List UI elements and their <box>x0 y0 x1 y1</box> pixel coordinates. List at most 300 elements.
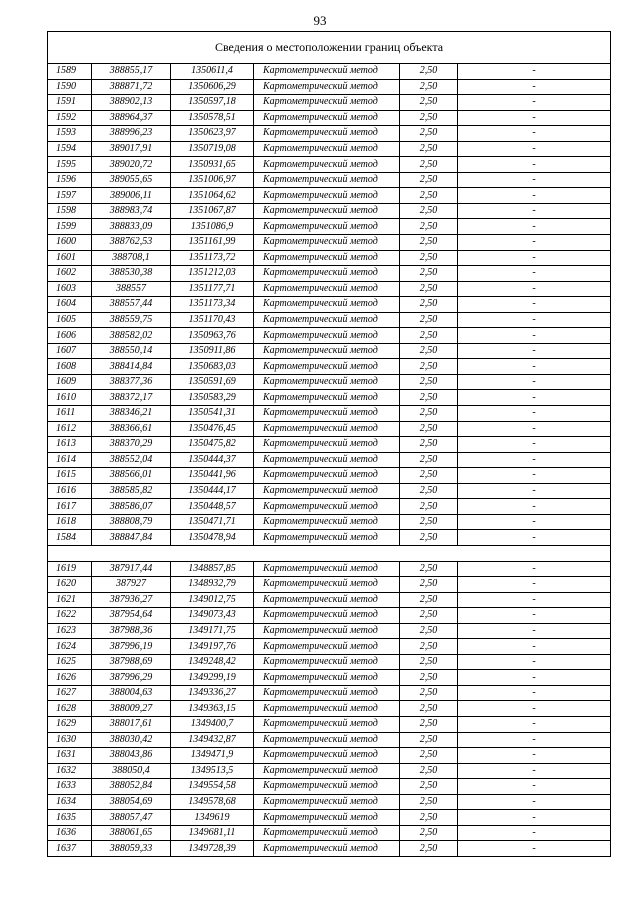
table-row <box>48 499 611 515</box>
point-number: 1630 <box>48 732 92 748</box>
method-cell: Картометрический метод <box>254 483 400 499</box>
table-row <box>48 172 611 188</box>
x-coordinate: 388059,33 <box>92 841 171 857</box>
x-coordinate: 388557,44 <box>92 297 171 313</box>
point-number: 1636 <box>48 825 92 841</box>
point-number: 1595 <box>48 157 92 173</box>
method-cell: Картометрический метод <box>254 203 400 219</box>
method-cell: Картометрический метод <box>254 188 400 204</box>
point-number: 1598 <box>48 203 92 219</box>
accuracy-cell: 2,50 <box>400 654 458 670</box>
x-coordinate: 388052,84 <box>92 779 171 795</box>
y-coordinate: 1349171,75 <box>171 623 254 639</box>
y-coordinate: 1350578,51 <box>171 110 254 126</box>
x-coordinate: 388009,27 <box>92 701 171 717</box>
point-number: 1628 <box>48 701 92 717</box>
note-cell: - <box>458 359 611 375</box>
x-coordinate: 388559,75 <box>92 312 171 328</box>
point-number: 1591 <box>48 95 92 111</box>
note-cell: - <box>458 203 611 219</box>
table-row <box>48 266 611 282</box>
x-coordinate: 388847,84 <box>92 530 171 546</box>
note-cell: - <box>458 157 611 173</box>
point-number: 1602 <box>48 266 92 282</box>
note-cell: - <box>458 685 611 701</box>
point-number: 1599 <box>48 219 92 235</box>
note-cell: - <box>458 716 611 732</box>
x-coordinate: 388996,23 <box>92 126 171 142</box>
method-cell: Картометрический метод <box>254 468 400 484</box>
y-coordinate: 1351161,99 <box>171 235 254 251</box>
method-cell: Картометрический метод <box>254 157 400 173</box>
point-number: 1620 <box>48 577 92 593</box>
note-cell: - <box>458 266 611 282</box>
accuracy-cell: 2,50 <box>400 266 458 282</box>
accuracy-cell: 2,50 <box>400 763 458 779</box>
method-cell: Картометрический метод <box>254 763 400 779</box>
note-cell: - <box>458 64 611 80</box>
accuracy-cell: 2,50 <box>400 421 458 437</box>
note-cell: - <box>458 763 611 779</box>
accuracy-cell: 2,50 <box>400 841 458 857</box>
accuracy-cell: 2,50 <box>400 281 458 297</box>
x-coordinate: 387988,69 <box>92 654 171 670</box>
table-row <box>48 390 611 406</box>
accuracy-cell: 2,50 <box>400 172 458 188</box>
x-coordinate: 388582,02 <box>92 328 171 344</box>
method-cell: Картометрический метод <box>254 499 400 515</box>
table-row <box>48 514 611 530</box>
accuracy-cell: 2,50 <box>400 452 458 468</box>
method-cell: Картометрический метод <box>254 748 400 764</box>
method-cell: Картометрический метод <box>254 406 400 422</box>
point-number: 1622 <box>48 608 92 624</box>
table-row <box>48 468 611 484</box>
method-cell: Картометрический метод <box>254 514 400 530</box>
table-row <box>48 716 611 732</box>
y-coordinate: 1350478,94 <box>171 530 254 546</box>
point-number: 1590 <box>48 79 92 95</box>
note-cell: - <box>458 406 611 422</box>
method-cell: Картометрический метод <box>254 592 400 608</box>
accuracy-cell: 2,50 <box>400 374 458 390</box>
point-number: 1584 <box>48 530 92 546</box>
x-coordinate: 388346,21 <box>92 406 171 422</box>
method-cell: Картометрический метод <box>254 608 400 624</box>
y-coordinate: 1351212,03 <box>171 266 254 282</box>
y-coordinate: 1350591,69 <box>171 374 254 390</box>
x-coordinate: 388557 <box>92 281 171 297</box>
y-coordinate: 1349012,75 <box>171 592 254 608</box>
y-coordinate: 1351170,43 <box>171 312 254 328</box>
note-cell: - <box>458 452 611 468</box>
point-number: 1596 <box>48 172 92 188</box>
accuracy-cell: 2,50 <box>400 561 458 577</box>
table-row <box>48 406 611 422</box>
point-number: 1618 <box>48 514 92 530</box>
note-cell: - <box>458 499 611 515</box>
point-number: 1617 <box>48 499 92 515</box>
y-coordinate: 1349197,76 <box>171 639 254 655</box>
method-cell: Картометрический метод <box>254 390 400 406</box>
point-number: 1593 <box>48 126 92 142</box>
point-number: 1626 <box>48 670 92 686</box>
point-number: 1603 <box>48 281 92 297</box>
x-coordinate: 387996,19 <box>92 639 171 655</box>
y-coordinate: 1349073,43 <box>171 608 254 624</box>
y-coordinate: 1349619 <box>171 810 254 826</box>
x-coordinate: 388414,84 <box>92 359 171 375</box>
note-cell: - <box>458 343 611 359</box>
y-coordinate: 1350623,97 <box>171 126 254 142</box>
y-coordinate: 1351067,87 <box>171 203 254 219</box>
accuracy-cell: 2,50 <box>400 312 458 328</box>
table-row <box>48 577 611 593</box>
x-coordinate: 389055,65 <box>92 172 171 188</box>
method-cell: Картометрический метод <box>254 297 400 313</box>
table-row <box>48 810 611 826</box>
table-row <box>48 748 611 764</box>
table-row <box>48 763 611 779</box>
method-cell: Картометрический метод <box>254 794 400 810</box>
note-cell: - <box>458 514 611 530</box>
note-cell: - <box>458 281 611 297</box>
accuracy-cell: 2,50 <box>400 235 458 251</box>
x-coordinate: 389020,72 <box>92 157 171 173</box>
note-cell: - <box>458 670 611 686</box>
accuracy-cell: 2,50 <box>400 514 458 530</box>
accuracy-cell: 2,50 <box>400 592 458 608</box>
point-number: 1597 <box>48 188 92 204</box>
note-cell: - <box>458 141 611 157</box>
table-row <box>48 188 611 204</box>
table-title: Сведения о местоположении границ объекта <box>48 32 611 64</box>
y-coordinate: 1351177,71 <box>171 281 254 297</box>
table-row <box>48 561 611 577</box>
y-coordinate: 1349728,39 <box>171 841 254 857</box>
accuracy-cell: 2,50 <box>400 483 458 499</box>
y-coordinate: 1350441,96 <box>171 468 254 484</box>
accuracy-cell: 2,50 <box>400 825 458 841</box>
method-cell: Картометрический метод <box>254 561 400 577</box>
y-coordinate: 1350583,29 <box>171 390 254 406</box>
x-coordinate: 388964,37 <box>92 110 171 126</box>
table-row <box>48 437 611 453</box>
x-coordinate: 388370,29 <box>92 437 171 453</box>
accuracy-cell: 2,50 <box>400 203 458 219</box>
point-number: 1633 <box>48 779 92 795</box>
note-cell: - <box>458 748 611 764</box>
accuracy-cell: 2,50 <box>400 530 458 546</box>
table-row <box>48 343 611 359</box>
y-coordinate: 1350683,03 <box>171 359 254 375</box>
note-cell: - <box>458 172 611 188</box>
point-number: 1634 <box>48 794 92 810</box>
accuracy-cell: 2,50 <box>400 359 458 375</box>
table-row <box>48 235 611 251</box>
method-cell: Картометрический метод <box>254 281 400 297</box>
y-coordinate: 1350476,45 <box>171 421 254 437</box>
point-number: 1594 <box>48 141 92 157</box>
accuracy-cell: 2,50 <box>400 623 458 639</box>
table-row <box>48 312 611 328</box>
note-cell: - <box>458 639 611 655</box>
method-cell: Картометрический метод <box>254 452 400 468</box>
point-number: 1627 <box>48 685 92 701</box>
y-coordinate: 1348932,79 <box>171 577 254 593</box>
note-cell: - <box>458 297 611 313</box>
accuracy-cell: 2,50 <box>400 716 458 732</box>
x-coordinate: 388808,79 <box>92 514 171 530</box>
table-row <box>48 701 611 717</box>
y-coordinate: 1348857,85 <box>171 561 254 577</box>
method-cell: Картометрический метод <box>254 716 400 732</box>
note-cell: - <box>458 390 611 406</box>
y-coordinate: 1351064,62 <box>171 188 254 204</box>
point-number: 1606 <box>48 328 92 344</box>
note-cell: - <box>458 530 611 546</box>
accuracy-cell: 2,50 <box>400 468 458 484</box>
method-cell: Картометрический метод <box>254 312 400 328</box>
method-cell: Картометрический метод <box>254 841 400 857</box>
point-number: 1610 <box>48 390 92 406</box>
note-cell: - <box>458 95 611 111</box>
x-coordinate: 388030,42 <box>92 732 171 748</box>
point-number: 1619 <box>48 561 92 577</box>
x-coordinate: 388762,53 <box>92 235 171 251</box>
accuracy-cell: 2,50 <box>400 810 458 826</box>
method-cell: Картометрический метод <box>254 530 400 546</box>
accuracy-cell: 2,50 <box>400 250 458 266</box>
note-cell: - <box>458 126 611 142</box>
method-cell: Картометрический метод <box>254 825 400 841</box>
y-coordinate: 1349554,58 <box>171 779 254 795</box>
table-row <box>48 670 611 686</box>
method-cell: Картометрический метод <box>254 623 400 639</box>
accuracy-cell: 2,50 <box>400 670 458 686</box>
accuracy-cell: 2,50 <box>400 499 458 515</box>
note-cell: - <box>458 421 611 437</box>
note-cell: - <box>458 841 611 857</box>
accuracy-cell: 2,50 <box>400 794 458 810</box>
note-cell: - <box>458 623 611 639</box>
method-cell: Картометрический метод <box>254 64 400 80</box>
x-coordinate: 388004,63 <box>92 685 171 701</box>
method-cell: Картометрический метод <box>254 126 400 142</box>
table-row <box>48 592 611 608</box>
table-row <box>48 110 611 126</box>
x-coordinate: 388902,13 <box>92 95 171 111</box>
method-cell: Картометрический метод <box>254 141 400 157</box>
note-cell: - <box>458 701 611 717</box>
x-coordinate: 387917,44 <box>92 561 171 577</box>
x-coordinate: 388057,47 <box>92 810 171 826</box>
x-coordinate: 388530,38 <box>92 266 171 282</box>
table-row <box>48 623 611 639</box>
y-coordinate: 1351173,34 <box>171 297 254 313</box>
point-number: 1609 <box>48 374 92 390</box>
note-cell: - <box>458 592 611 608</box>
accuracy-cell: 2,50 <box>400 343 458 359</box>
table-row <box>48 157 611 173</box>
note-cell: - <box>458 312 611 328</box>
method-cell: Картометрический метод <box>254 343 400 359</box>
empty-separator-cell <box>48 545 611 561</box>
x-coordinate: 388983,74 <box>92 203 171 219</box>
note-cell: - <box>458 654 611 670</box>
y-coordinate: 1349299,19 <box>171 670 254 686</box>
y-coordinate: 1349432,87 <box>171 732 254 748</box>
table-row <box>48 79 611 95</box>
accuracy-cell: 2,50 <box>400 639 458 655</box>
y-coordinate: 1350606,29 <box>171 79 254 95</box>
y-coordinate: 1350541,31 <box>171 406 254 422</box>
accuracy-cell: 2,50 <box>400 437 458 453</box>
x-coordinate: 387954,64 <box>92 608 171 624</box>
x-coordinate: 388043,86 <box>92 748 171 764</box>
point-number: 1592 <box>48 110 92 126</box>
x-coordinate: 388377,36 <box>92 374 171 390</box>
note-cell: - <box>458 794 611 810</box>
table-row <box>48 841 611 857</box>
point-number: 1611 <box>48 406 92 422</box>
y-coordinate: 1350931,65 <box>171 157 254 173</box>
y-coordinate: 1351006,97 <box>171 172 254 188</box>
table-row <box>48 359 611 375</box>
method-cell: Картометрический метод <box>254 328 400 344</box>
y-coordinate: 1350597,18 <box>171 95 254 111</box>
table-row <box>48 126 611 142</box>
accuracy-cell: 2,50 <box>400 188 458 204</box>
x-coordinate: 388566,01 <box>92 468 171 484</box>
table-row <box>48 639 611 655</box>
table-row <box>48 374 611 390</box>
point-number: 1614 <box>48 452 92 468</box>
y-coordinate: 1350911,86 <box>171 343 254 359</box>
accuracy-cell: 2,50 <box>400 64 458 80</box>
method-cell: Картометрический метод <box>254 421 400 437</box>
method-cell: Картометрический метод <box>254 577 400 593</box>
point-number: 1604 <box>48 297 92 313</box>
x-coordinate: 388017,61 <box>92 716 171 732</box>
note-cell: - <box>458 188 611 204</box>
y-coordinate: 1350475,82 <box>171 437 254 453</box>
accuracy-cell: 2,50 <box>400 126 458 142</box>
y-coordinate: 1351173,72 <box>171 250 254 266</box>
table-row <box>48 794 611 810</box>
point-number: 1621 <box>48 592 92 608</box>
note-cell: - <box>458 608 611 624</box>
x-coordinate: 388833,09 <box>92 219 171 235</box>
table-row <box>48 825 611 841</box>
note-cell: - <box>458 250 611 266</box>
note-cell: - <box>458 561 611 577</box>
point-number: 1601 <box>48 250 92 266</box>
method-cell: Картометрический метод <box>254 95 400 111</box>
point-number: 1635 <box>48 810 92 826</box>
point-number: 1608 <box>48 359 92 375</box>
point-number: 1623 <box>48 623 92 639</box>
note-cell: - <box>458 468 611 484</box>
y-coordinate: 1350963,76 <box>171 328 254 344</box>
x-coordinate: 387996,29 <box>92 670 171 686</box>
method-cell: Картометрический метод <box>254 654 400 670</box>
page-number: 93 <box>313 13 327 28</box>
table-row <box>48 654 611 670</box>
table-row <box>48 64 611 80</box>
note-cell: - <box>458 577 611 593</box>
accuracy-cell: 2,50 <box>400 110 458 126</box>
method-cell: Картометрический метод <box>254 670 400 686</box>
x-coordinate: 388366,61 <box>92 421 171 437</box>
x-coordinate: 389006,11 <box>92 188 171 204</box>
accuracy-cell: 2,50 <box>400 390 458 406</box>
note-cell: - <box>458 110 611 126</box>
accuracy-cell: 2,50 <box>400 779 458 795</box>
note-cell: - <box>458 779 611 795</box>
y-coordinate: 1349578,68 <box>171 794 254 810</box>
point-number: 1600 <box>48 235 92 251</box>
accuracy-cell: 2,50 <box>400 328 458 344</box>
point-number: 1612 <box>48 421 92 437</box>
table-row <box>48 219 611 235</box>
table-row <box>48 608 611 624</box>
point-number: 1615 <box>48 468 92 484</box>
table-header-row <box>48 32 611 64</box>
table-row <box>48 421 611 437</box>
method-cell: Картометрический метод <box>254 374 400 390</box>
method-cell: Картометрический метод <box>254 732 400 748</box>
y-coordinate: 1350444,37 <box>171 452 254 468</box>
point-number: 1616 <box>48 483 92 499</box>
accuracy-cell: 2,50 <box>400 79 458 95</box>
table-row <box>48 328 611 344</box>
table-row <box>48 203 611 219</box>
table-row <box>48 250 611 266</box>
table-row <box>48 685 611 701</box>
y-coordinate: 1350448,57 <box>171 499 254 515</box>
accuracy-cell: 2,50 <box>400 406 458 422</box>
accuracy-cell: 2,50 <box>400 701 458 717</box>
point-number: 1613 <box>48 437 92 453</box>
table-row <box>48 297 611 313</box>
y-coordinate: 1349681,11 <box>171 825 254 841</box>
x-coordinate: 388585,82 <box>92 483 171 499</box>
method-cell: Картометрический метод <box>254 359 400 375</box>
note-cell: - <box>458 79 611 95</box>
accuracy-cell: 2,50 <box>400 95 458 111</box>
boundary-coordinates-table <box>47 31 611 857</box>
x-coordinate: 388552,04 <box>92 452 171 468</box>
y-coordinate: 1350611,4 <box>171 64 254 80</box>
y-coordinate: 1349363,15 <box>171 701 254 717</box>
accuracy-cell: 2,50 <box>400 157 458 173</box>
method-cell: Картометрический метод <box>254 701 400 717</box>
note-cell: - <box>458 483 611 499</box>
method-cell: Картометрический метод <box>254 685 400 701</box>
method-cell: Картометрический метод <box>254 219 400 235</box>
table-row <box>48 452 611 468</box>
note-cell: - <box>458 437 611 453</box>
x-coordinate: 389017,91 <box>92 141 171 157</box>
accuracy-cell: 2,50 <box>400 141 458 157</box>
table-row <box>48 141 611 157</box>
point-number: 1607 <box>48 343 92 359</box>
method-cell: Картометрический метод <box>254 779 400 795</box>
x-coordinate: 388871,72 <box>92 79 171 95</box>
x-coordinate: 387936,27 <box>92 592 171 608</box>
x-coordinate: 387988,36 <box>92 623 171 639</box>
